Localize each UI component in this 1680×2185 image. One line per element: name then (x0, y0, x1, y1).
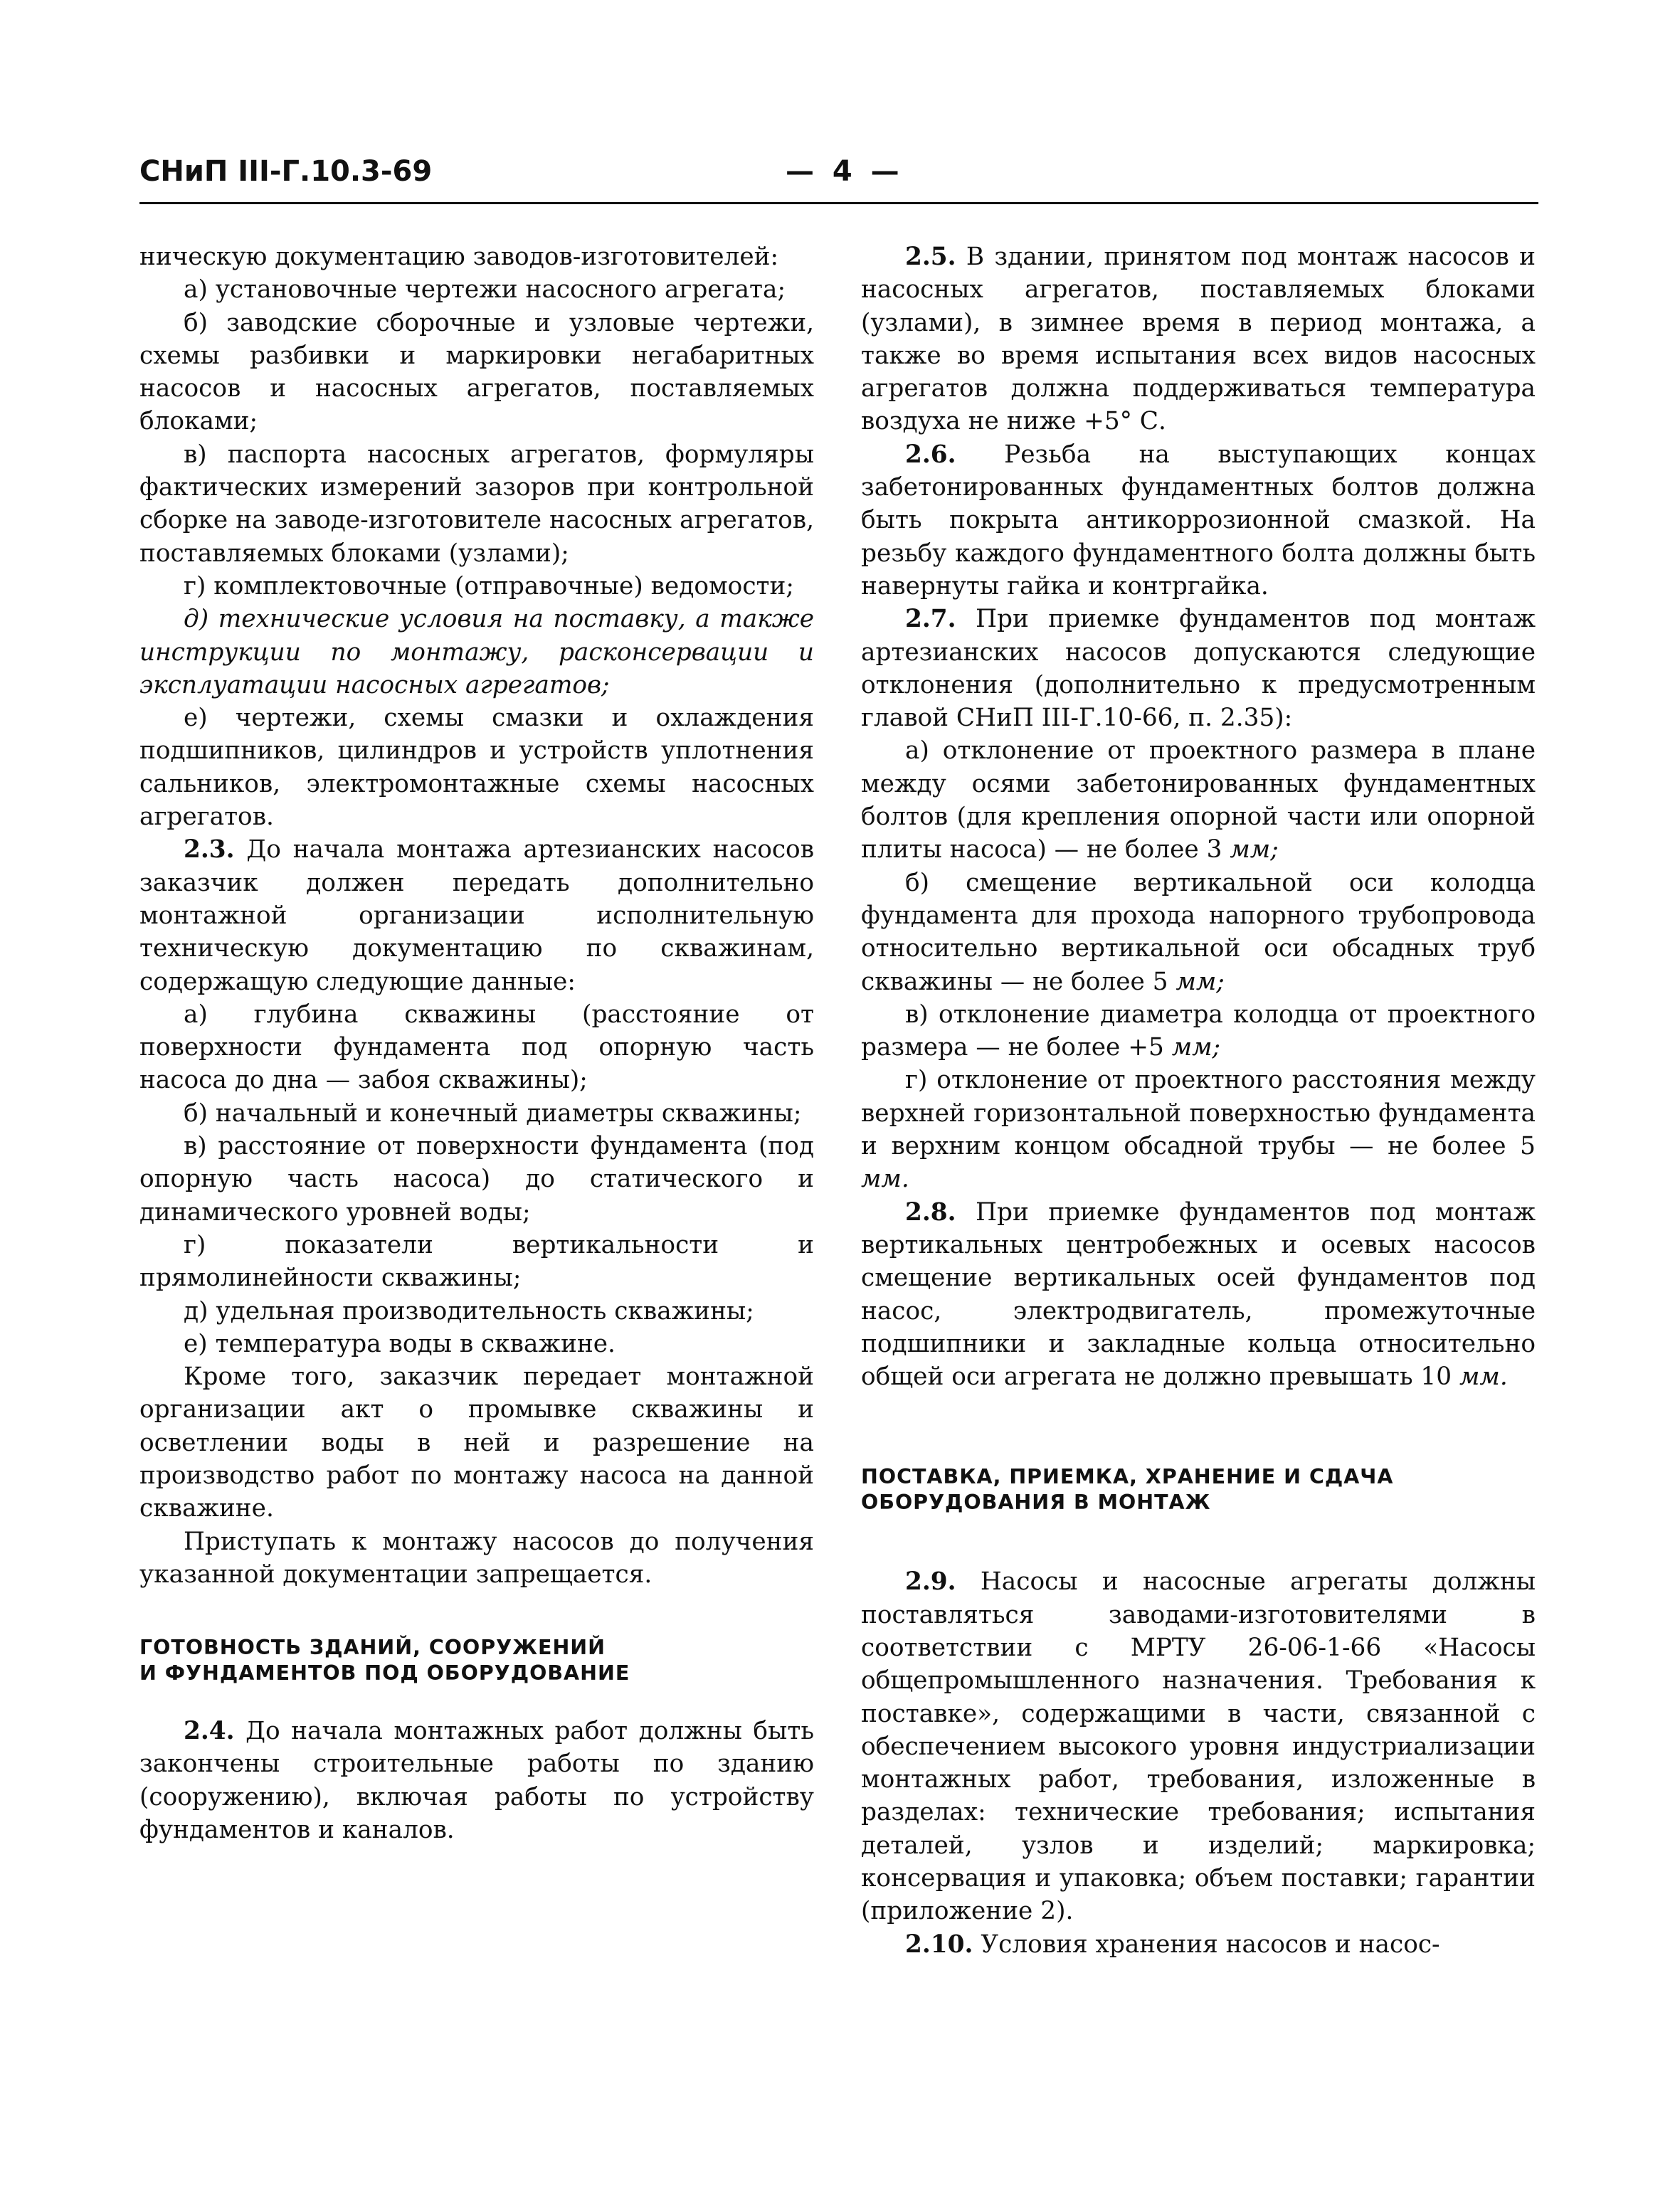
list-item (861, 998, 1536, 1064)
clause-text: При приемке фундаментов под монтаж артезианских насосов допускаются следующие отклонения (дополнительно к предусмотренным главой СНиП III-Г.10-66, п. 2.35): (861, 605, 1536, 733)
paragraph (139, 833, 814, 998)
list-item (861, 867, 1536, 998)
heading-line: И ФУНДАМЕНТОВ ПОД ОБОРУДОВАНИЕ (139, 1661, 630, 1686)
list-item: г) показатели вертикальности и прямолинейности скважины; (139, 1230, 814, 1293)
clause-number: 2.10. (905, 1930, 973, 1959)
clause-text: В здании, принятом под монтаж насосов и насосных агрегатов, поставляемых блоками (узлами), в зимнее время в период монтажа, а также во время испытания всех видов насосных агрегатов должна поддерживаться температура воздуха не ниже +5° С. (861, 243, 1536, 436)
right-column (861, 240, 1536, 1961)
clause-text: а) отклонение от проектного размера в плане между осями забетонированных фундаментных болтов (для крепления опорной части или опорной плиты насоса) — не более 3 (861, 736, 1536, 864)
paragraph: Приступать к монтажу насосов до получения указанной документации запрещается. (139, 1527, 814, 1589)
clause-number: 2.4. (184, 1717, 235, 1746)
list-item (861, 734, 1536, 866)
left-column (139, 240, 814, 1846)
clause-text: г) отклонение от проектного расстояния между верхней горизонтальной поверхностью фундамента и верхним концом обсадной трубы — не более 5 (861, 1066, 1536, 1161)
page-header (139, 155, 1538, 198)
list-item: е) температура воды в скважине. (184, 1329, 616, 1358)
clause-text: До начала монтажных работ должны быть закончены строительные работы по зданию (сооружению), включая работы по устройству фундаментов и каналов. (139, 1717, 815, 1845)
clause-text: Условия хранения насосов и насос- (981, 1930, 1440, 1959)
clause-number: 2.8. (905, 1197, 956, 1227)
clause-text: в) отклонение диаметра колодца от проектного размера — не более +5 (861, 1000, 1536, 1062)
clause-number: 2.5. (905, 243, 956, 271)
list-item: д) удельная производительность скважины; (184, 1296, 754, 1326)
unit: мм; (1176, 967, 1225, 996)
list-item (861, 1064, 1536, 1195)
paragraph (861, 438, 1536, 603)
section-heading (861, 1464, 1536, 1515)
list-item: в) расстояние от поверхности фундамента (под опорную часть насоса) до статического и динамического уровней воды; (139, 1132, 814, 1227)
paragraph: Кроме того, заказчик передает монтажной организации акт о промывке скважины и осветлении воды в ней и разрешение на производство работ по монтажу насоса на данной скважине. (139, 1363, 814, 1523)
document-code: СНиП III-Г.10.3-69 (139, 155, 433, 188)
heading-line: ГОТОВНОСТЬ ЗДАНИЙ, СООРУЖЕНИЙ (139, 1636, 606, 1660)
clause-number: 2.9. (905, 1567, 956, 1597)
clause-number: 2.6. (905, 440, 956, 469)
clause-text: б) смещение вертикальной оси колодца фундамента для прохода напорного трубопровода относительно вертикальной оси обсадных труб скважины — не более 5 (861, 868, 1536, 996)
page-number: — 4 — (786, 155, 904, 188)
heading-line: ПОСТАВКА, ПРИЕМКА, ХРАНЕНИЕ И СДАЧА (861, 1465, 1394, 1489)
paragraph (861, 1196, 1536, 1394)
list-item: б) начальный и конечный диаметры скважины; (184, 1099, 802, 1128)
list-item: в) паспорта насосных агрегатов, формуляры фактических измерений зазоров при контрольной сборке на заводе-изготовителе насосных агрегатов, поставляемых блоками (узлами); (139, 440, 814, 568)
list-item: е) чертежи, схемы смазки и охлаждения подшипников, цилиндров и устройств уплотнения сальников, электромонтажные схемы насосных агрегатов. (139, 704, 814, 832)
paragraph (861, 1928, 1536, 1961)
italic-text: д) технические условия на поставку, а также инструкции по монтажу, расконсервации и эксплуатации насосных агрегатов; (139, 605, 814, 699)
list-item: а) установочные чертежи насосного агрегата; (184, 275, 786, 305)
paragraph (861, 603, 1536, 734)
unit: мм; (1171, 1033, 1221, 1062)
clause-number: 2.3. (184, 835, 235, 864)
paragraph (139, 1715, 814, 1846)
list-item: б) заводские сборочные и узловые чертежи, схемы разбивки и маркировки негабаритных насосов и насосных агрегатов, поставляемых блоками; (139, 308, 814, 436)
section-heading (139, 1635, 814, 1686)
clause-text: До начала монтажа артезианских насосов заказчик должен передать дополнительно монтажной организации исполнительную техническую документацию по скважинам, содержащую следующие данные: (139, 835, 815, 996)
clause-number: 2.7. (905, 605, 956, 634)
unit: мм. (861, 1165, 909, 1194)
unit: мм. (1459, 1363, 1508, 1392)
list-item (139, 603, 814, 702)
heading-line: ОБОРУДОВАНИЯ В МОНТАЖ (861, 1491, 1211, 1515)
paragraph: ническую документацию заводов-изготовителей: (139, 243, 779, 271)
header-rule (139, 202, 1538, 204)
clause-text: Насосы и насосные агрегаты должны поставляться заводами-изготовителями в соответствии с МРТУ 26-06-1-66 «Насосы общепромышленного назначения. Требования к поставке», содержащими в части, связанной с обеспечением высокого уровня индустриализации монтажных работ, требования, изложенные в разделах: технические требования; испытания деталей, узлов и изделий; маркировка; консервация и упаковка; объем поставки; гарантии (приложение 2). (861, 1567, 1536, 1926)
list-item: а) глубина скважины (расстояние от поверхности фундамента под опорную часть насоса до дна — забоя скважины); (139, 1000, 814, 1095)
unit: мм; (1230, 835, 1279, 864)
list-item: г) комплектовочные (отправочные) ведомости; (184, 571, 794, 601)
paragraph (861, 240, 1536, 438)
paragraph (861, 1565, 1536, 1927)
clause-text: При приемке фундаментов под монтаж вертикальных центробежных и осевых насосов смещение вертикальных осей фундаментов под насос, электродвигатель, промежуточные подшипники и закладные кольца относительно общей оси агрегата не должно превышать 10 (861, 1197, 1536, 1392)
clause-text: Резьба на выступающих концах забетонированных фундаментных болтов должна быть покрыта антикоррозионной смазкой. На резьбу каждого фундаментного болта должны быть навернуты гайка и контргайка. (861, 440, 1536, 601)
